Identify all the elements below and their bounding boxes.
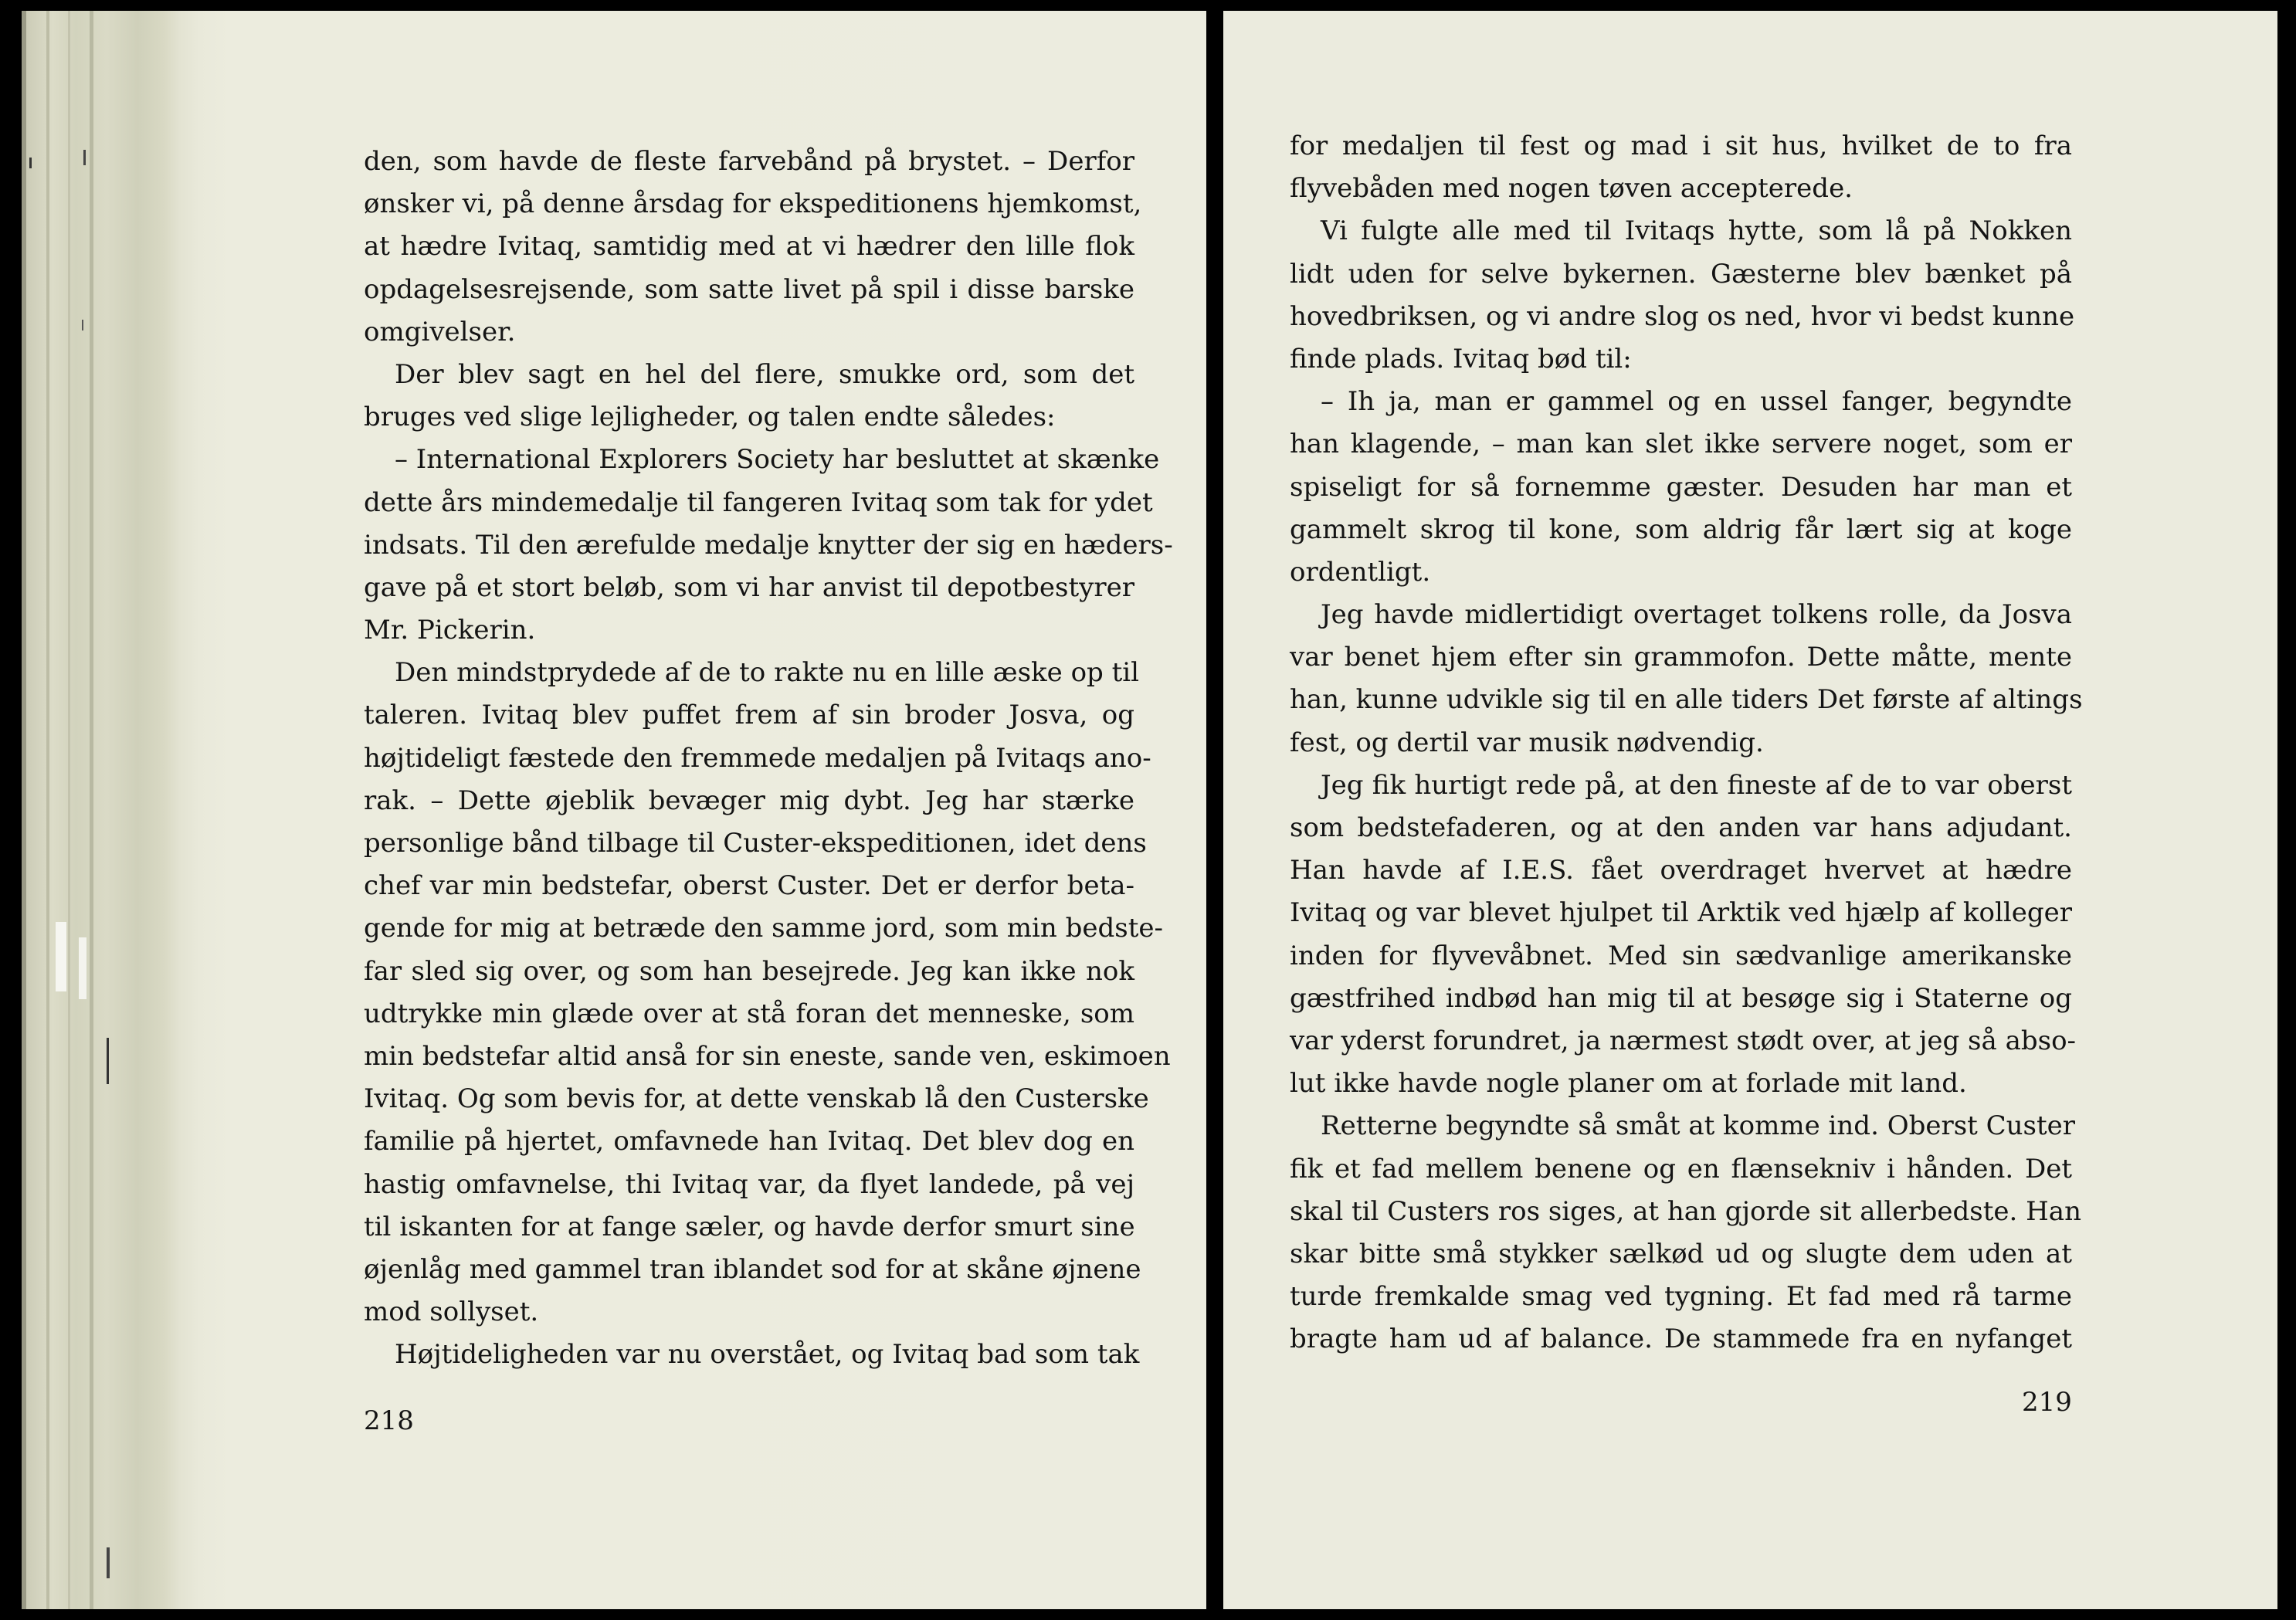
text-line: skal til Custers ros siges, at han gjorde sit allerbedste. Han xyxy=(1290,1195,2081,1227)
page-number-left: 218 xyxy=(364,1405,414,1436)
text-line: taleren. Ivitaq blev puffet frem af sin broder Josva, og xyxy=(364,700,1134,731)
text-line: Der blev sagt en hel del flere, smukke ord, som det xyxy=(395,358,1134,390)
text-line: var yderst forundret, ja nærmest stødt over, at jeg så abso- xyxy=(1290,1025,2077,1056)
text-line: mod sollyset. xyxy=(364,1296,539,1328)
text-line: hastig omfavnelse, thi Ivitaq var, da flyet landede, på vej xyxy=(364,1168,1134,1200)
text-line: chef var min bedstefar, oberst Custer. Det er derfor beta- xyxy=(364,870,1134,902)
text-line: for medaljen til fest og mad i sit hus, hvilket de to fra xyxy=(1290,130,2072,161)
text-line: gammelt skrog til kone, som aldrig får lært sig at koge xyxy=(1290,513,2072,545)
text-line: opdagelsesrejsende, som satte livet på spil i disse barske xyxy=(364,273,1134,305)
text-line: rak. – Dette øjeblik bevæger mig dybt. Jeg har stærke xyxy=(364,785,1134,816)
text-line: far sled sig over, og som han besejrede. Jeg kan ikke nok xyxy=(364,955,1134,987)
text-line: udtrykke min glæde over at stå foran det menneske, som xyxy=(364,998,1134,1029)
right-page-text xyxy=(1290,125,2083,1361)
text-line: Vi fulgte alle med til Ivitaqs hytte, som lå på Nokken xyxy=(1321,215,2072,247)
text-line: han klagende, – man kan slet ikke servere noget, som er xyxy=(1290,429,2072,460)
text-line: til iskanten for at fange sæler, og havde derfor smurt sine xyxy=(364,1211,1135,1242)
text-line: fik et fad mellem benene og en flænsekniv i hånden. Det xyxy=(1290,1153,2072,1184)
text-line: ønsker vi, på denne årsdag for ekspeditionens hjemkomst, xyxy=(364,188,1142,220)
text-line: omgivelser. xyxy=(364,316,516,347)
text-line: bragte ham ud af balance. De stammede fra en nyfanget xyxy=(1290,1323,2072,1355)
text-line: fest, og dertil var musik nødvendig. xyxy=(1290,727,1764,758)
text-line: han, kunne udvikle sig til en alle tiders Det første af altings xyxy=(1290,684,2083,716)
left-page-text xyxy=(364,141,1173,1376)
text-line: gave på et stort beløb, som vi har anvist til depotbestyrer xyxy=(364,571,1134,603)
text-line: gende for mig at betræde den samme jord, som min bedste- xyxy=(364,913,1163,944)
text-line: – Ih ja, man er gammel og en ussel fanger, begyndte xyxy=(1321,386,2072,418)
page-number-right: 219 xyxy=(2022,1387,2072,1418)
left-page xyxy=(22,11,1206,1609)
text-line: gæstfrihed indbød han mig til at besøge sig i Staterne og xyxy=(1290,982,2072,1014)
text-line: familie på hjertet, omfavnede han Ivitaq. Det blev dog en xyxy=(364,1126,1134,1157)
text-line: den, som havde de fleste farvebånd på brystet. – Derfor xyxy=(364,146,1134,177)
text-line: som bedstefaderen, og at den anden var hans adjudant. xyxy=(1290,812,2072,843)
text-line: min bedstefar altid anså for sin eneste, sande ven, eskimoen xyxy=(364,1040,1171,1072)
text-line: Mr. Pickerin. xyxy=(364,615,536,646)
text-line: dette års mindemedalje til fangeren Ivitaq som tak for ydet xyxy=(364,486,1153,518)
text-line: Jeg havde midlertidigt overtaget tolkens rolle, da Josva xyxy=(1321,599,2072,631)
text-line: øjenlåg med gammel tran iblandet sod for at skåne øjnene xyxy=(364,1253,1141,1285)
text-line: hovedbriksen, og vi andre slog os ned, hvor vi bedst kunne xyxy=(1290,300,2075,332)
text-line: personlige bånd tilbage til Custer-ekspeditionen, idet dens xyxy=(364,828,1147,859)
page-edge-shading xyxy=(22,11,176,1609)
text-line: turde fremkalde smag ved tygning. Et fad med rå tarme xyxy=(1290,1281,2072,1313)
text-line: Ivitaq. Og som bevis for, at dette venskab lå den Custerske xyxy=(364,1083,1149,1115)
text-line: inden for flyvevåbnet. Med sin sædvanlige amerikanske xyxy=(1290,940,2072,971)
text-line: flyvebåden med nogen tøven accepterede. xyxy=(1290,173,1853,205)
text-line: højtideligt fæstede den fremmede medaljen på Ivitaqs ano- xyxy=(364,742,1151,774)
text-line: lidt uden for selve bykernen. Gæsterne blev bænket på xyxy=(1290,258,2072,290)
text-line: Højtideligheden var nu overstået, og Ivitaq bad som tak xyxy=(395,1339,1140,1371)
text-line: skar bitte små stykker sælkød ud og slugte dem uden at xyxy=(1290,1238,2072,1269)
text-line: Den mindstprydede af de to rakte nu en lille æske op til xyxy=(395,657,1140,689)
text-line: ordentligt. xyxy=(1290,556,1431,588)
text-line: Jeg fik hurtigt rede på, at den fineste af de to var oberst xyxy=(1321,769,2072,801)
text-line: bruges ved slige lejligheder, og talen endte således: xyxy=(364,402,1056,433)
text-line: indsats. Til den ærefulde medalje knytter der sig en hæders- xyxy=(364,529,1173,561)
text-line: – International Explorers Society har besluttet at skænke xyxy=(395,444,1160,476)
text-line: spiseligt for så fornemme gæster. Desuden har man et xyxy=(1290,471,2072,503)
text-line: Retterne begyndte så småt at komme ind. Oberst Custer xyxy=(1321,1110,2076,1142)
text-line: Han havde af I.E.S. fået overdraget hvervet at hædre xyxy=(1290,855,2072,886)
right-page xyxy=(1223,11,2277,1609)
text-line: at hædre Ivitaq, samtidig med at vi hædrer den lille flok xyxy=(364,231,1134,263)
text-line: lut ikke havde nogle planer om at forlade mit land. xyxy=(1290,1068,1967,1100)
text-line: finde plads. Ivitaq bød til: xyxy=(1290,343,1632,374)
text-line: Ivitaq og var blevet hjulpet til Arktik ved hjælp af kolleger xyxy=(1290,897,2072,929)
text-line: var benet hjem efter sin grammofon. Dette måtte, mente xyxy=(1290,642,2072,673)
